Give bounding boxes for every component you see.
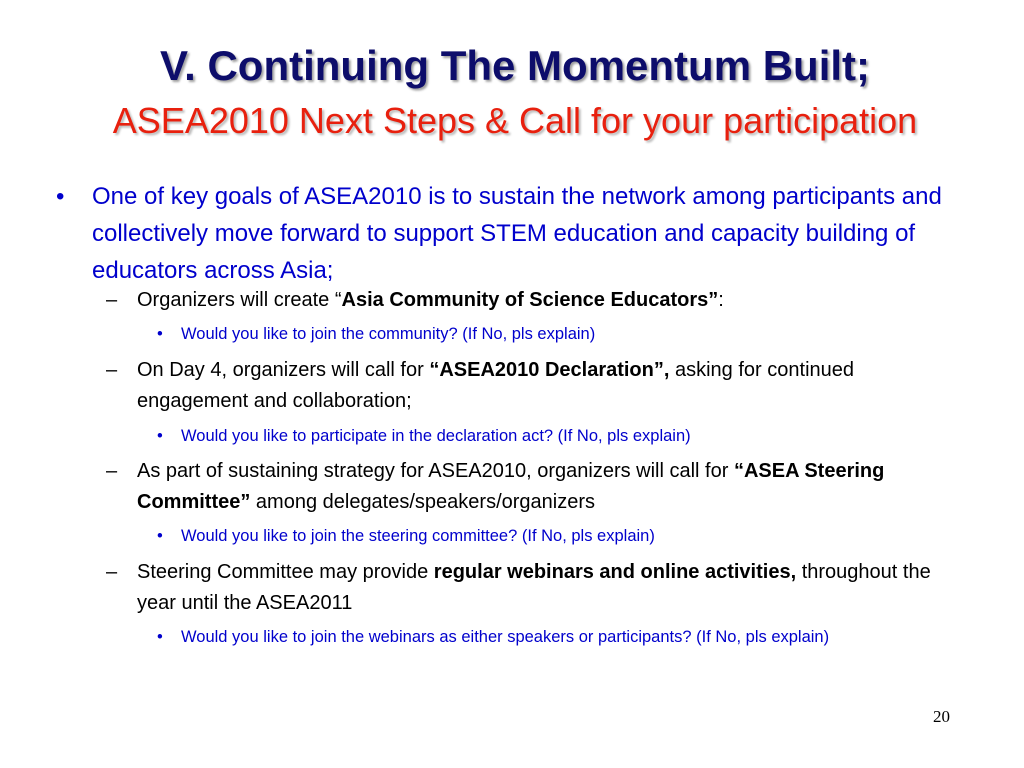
question-community: [157, 322, 967, 347]
dash-marker: –: [106, 289, 118, 311]
bullet-marker: •: [157, 527, 163, 545]
sub-item-text: On Day 4, organizers will call for: [137, 359, 430, 381]
sub-item-text-tail: asking for continued engagement and collaboration;: [137, 359, 854, 412]
sub-item-emphasis: “ASEA2010 Declaration”,: [429, 359, 670, 381]
bullet-marker: •: [157, 628, 163, 646]
bullet-marker: •: [157, 325, 163, 343]
intro-bullet: [56, 178, 986, 289]
sub-item-text-tail: :: [718, 289, 724, 311]
sub-item-community: [106, 285, 966, 316]
slide-subtitle: ASEA2010 Next Steps & Call for your participation: [112, 100, 918, 141]
slide-title: V. Continuing The Momentum Built;: [159, 42, 871, 89]
page-number: 20: [933, 707, 950, 726]
intro-bullet-text: One of key goals of ASEA2010 is to sustain the network among participants and collectively move forward to support STEM education and capacity building of educators across Asia;: [92, 183, 942, 284]
bullet-marker: •: [56, 183, 65, 210]
question-text: Would you like to join the webinars as either speakers or participants? (If No, pls explain): [181, 628, 830, 646]
sub-item-steering-committee: [106, 456, 966, 518]
sub-item-declaration: [106, 355, 966, 417]
dash-marker: –: [106, 460, 118, 482]
sub-item-text: Steering Committee may provide: [137, 561, 434, 583]
sub-item-text: As part of sustaining strategy for ASEA2010, organizers will call for: [137, 460, 734, 482]
sub-item-text: Organizers will create “: [137, 289, 342, 311]
question-text: Would you like to join the steering committee? (If No, pls explain): [181, 527, 655, 545]
sub-item-emphasis: regular webinars and online activities,: [433, 561, 797, 583]
bullet-marker: •: [157, 427, 163, 445]
sub-item-text-tail: among delegates/speakers/organizers: [250, 491, 596, 513]
question-webinars: [157, 625, 967, 650]
dash-marker: –: [106, 359, 118, 381]
question-text: Would you like to participate in the declaration act? (If No, pls explain): [181, 427, 691, 445]
sub-item-webinars: [106, 557, 966, 619]
sub-item-emphasis: Asia Community of Science Educators”: [341, 289, 719, 311]
question-steering-committee: [157, 524, 967, 549]
sub-item-text-tail: throughout the year until the ASEA2011: [137, 561, 931, 614]
question-text: Would you like to join the community? (If No, pls explain): [181, 325, 596, 343]
sub-item-emphasis: “ASEA Steering Committee”: [137, 460, 885, 513]
dash-marker: –: [106, 561, 118, 583]
question-declaration: [157, 424, 967, 449]
